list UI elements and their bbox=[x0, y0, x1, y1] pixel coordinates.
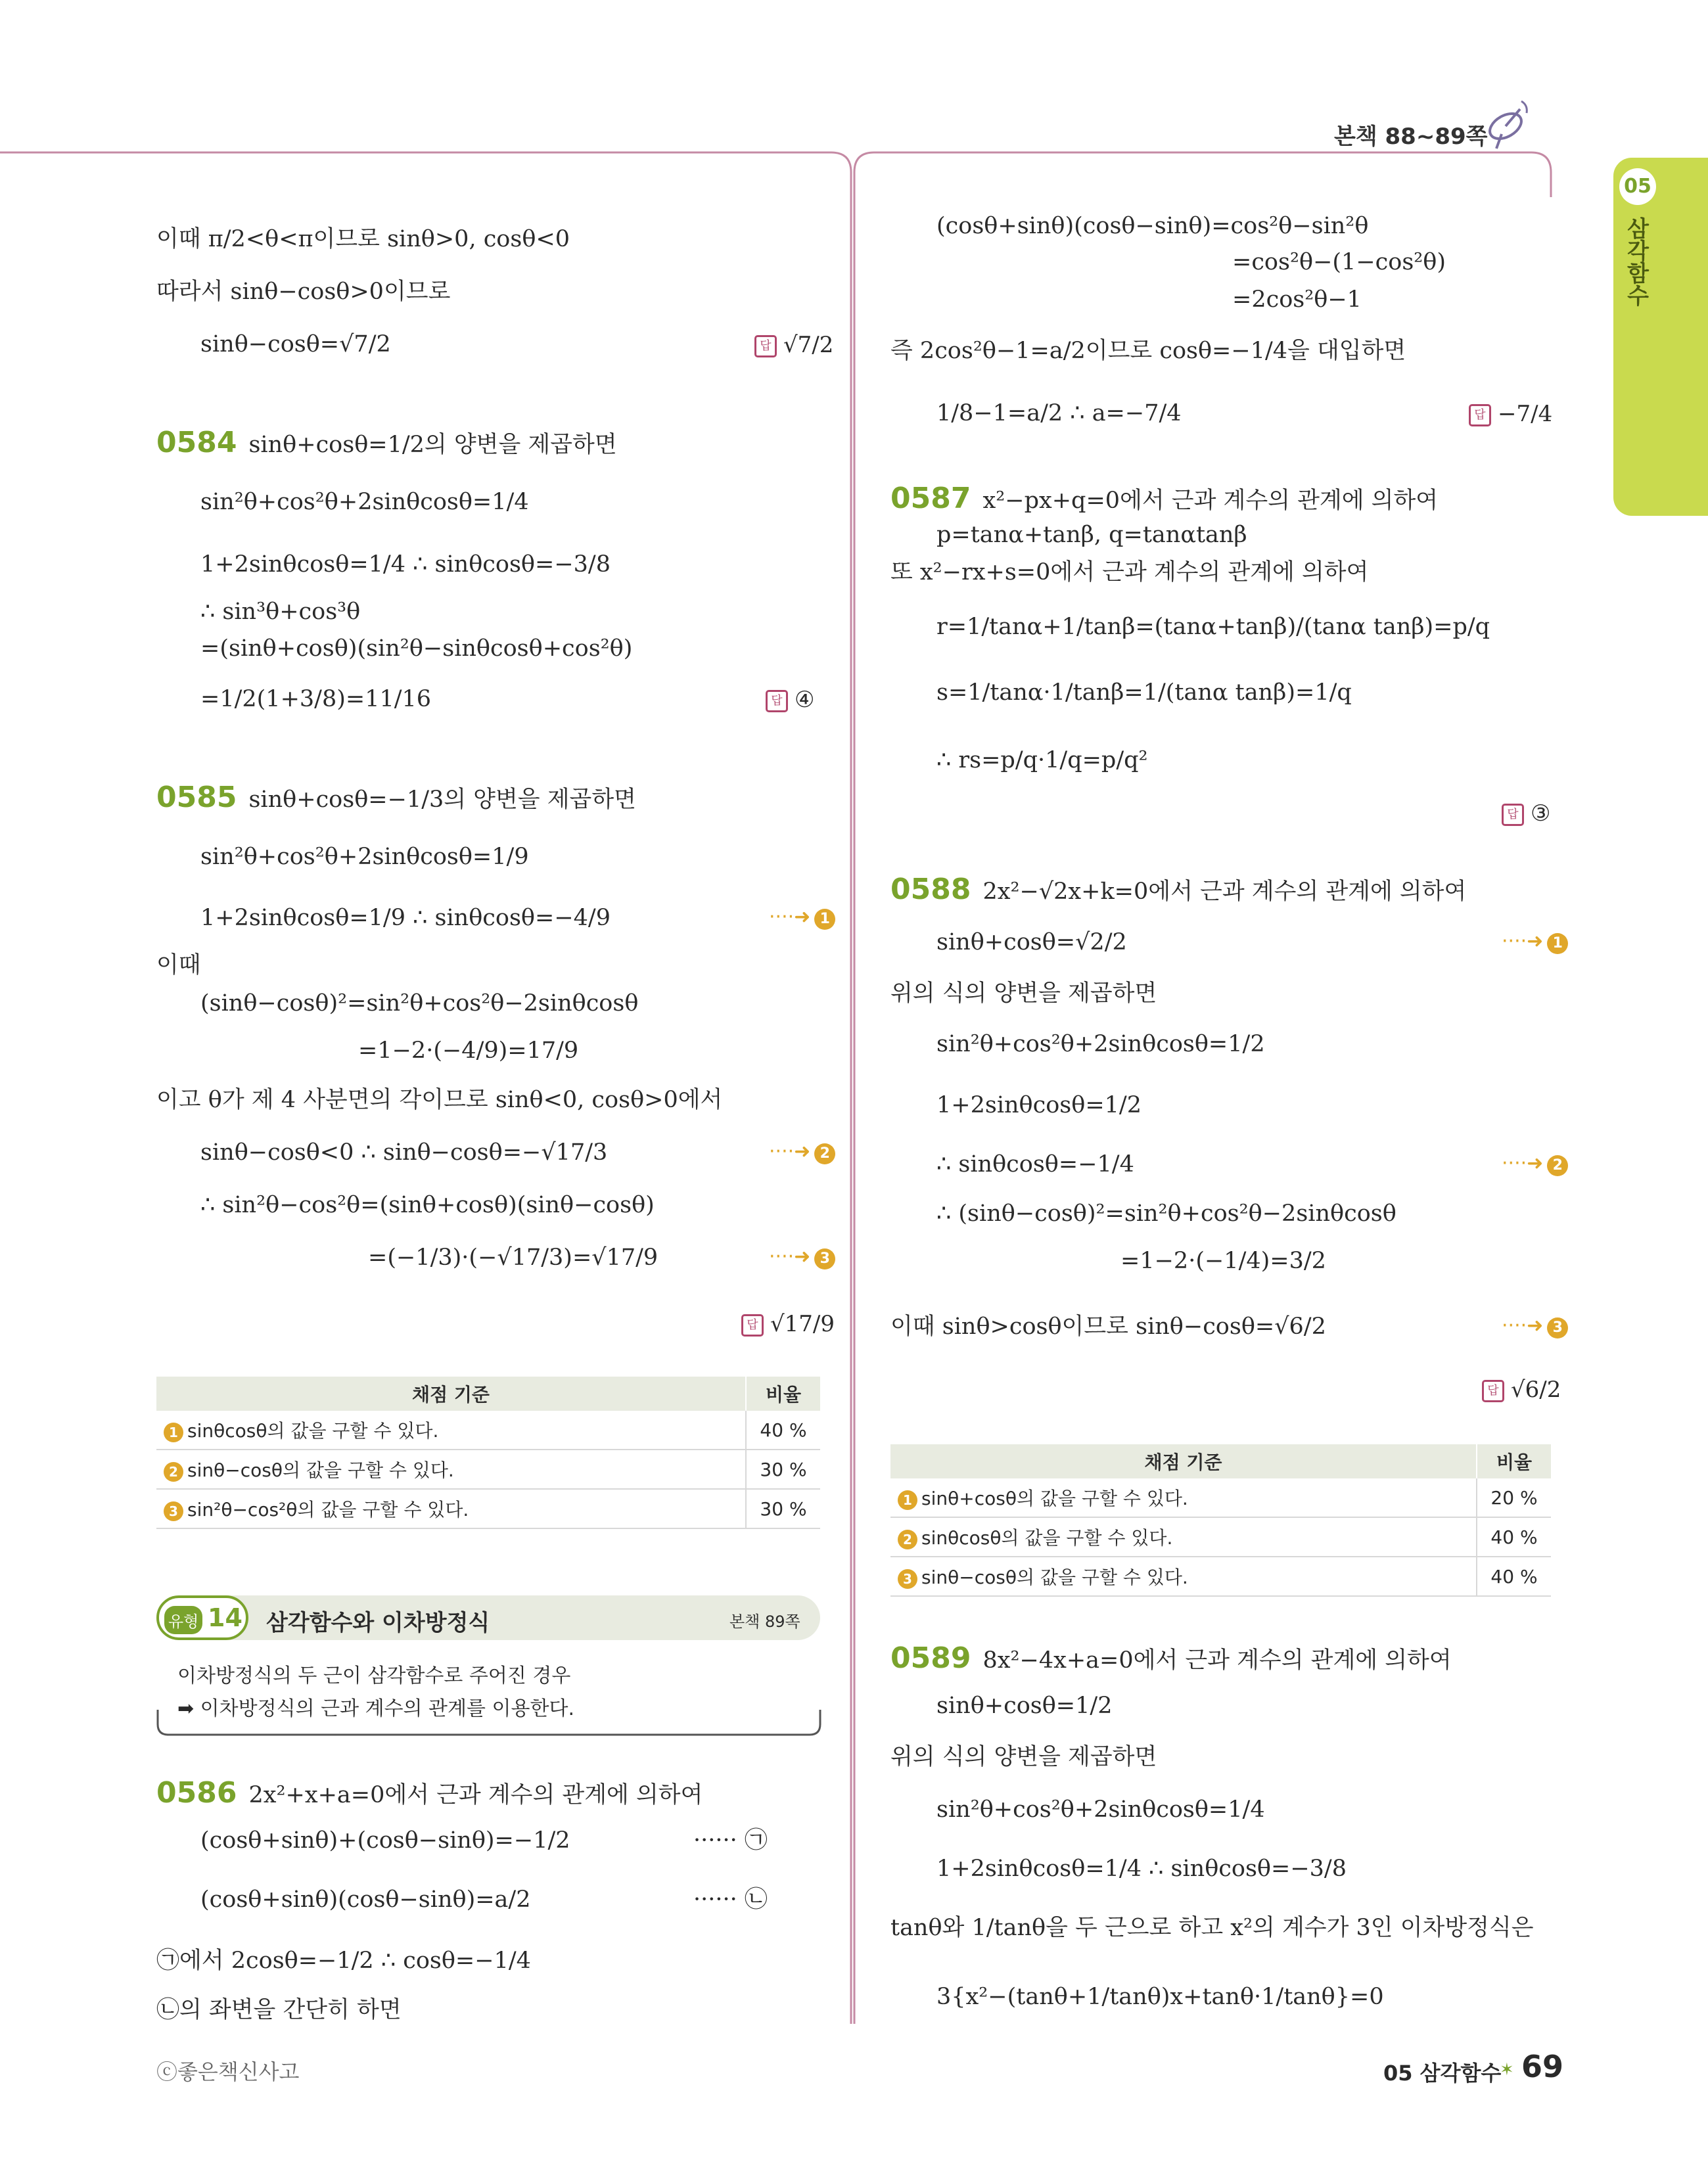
text-line: ㉡의 좌변을 간단히 하면 bbox=[156, 1997, 402, 2023]
problem-0589: 0589 8x²−4x+a=0에서 근과 계수의 관계에 의하여 bbox=[890, 1641, 1452, 1675]
answer: 답 √17/9 bbox=[741, 1311, 835, 1337]
problem-0586: 0586 2x²+x+a=0에서 근과 계수의 관계에 의하여 bbox=[156, 1776, 703, 1810]
text-line: 이때 sinθ>cosθ이므로 sinθ−cosθ=√6/2 bbox=[890, 1314, 1326, 1340]
text-line: 1+2sinθcosθ=1/4 ∴ sinθcosθ=−3/8 bbox=[200, 551, 611, 578]
table-row: 2 sinθcosθ의 값을 구할 수 있다. 40 % bbox=[890, 1517, 1551, 1557]
step-marker-3: ····➜ 3 bbox=[769, 1245, 835, 1269]
text-line: 또 x²−rx+s=0에서 근과 계수의 관계에 의하여 bbox=[890, 559, 1369, 585]
text-line: 1/8−1=a/2 ∴ a=−7/4 bbox=[936, 400, 1182, 426]
table-row: 3 sinθ−cosθ의 값을 구할 수 있다. 40 % bbox=[890, 1557, 1551, 1596]
problem-0587: 0587 x²−px+q=0에서 근과 계수의 관계에 의하여 bbox=[890, 482, 1439, 515]
page-reference: 본책 88~89쪽 bbox=[1334, 124, 1488, 150]
table-row: 2 sinθ−cosθ의 값을 구할 수 있다. 30 % bbox=[156, 1450, 820, 1489]
answer-icon: 답 bbox=[741, 1314, 764, 1337]
text-line: ∴ sinθcosθ=−1/4 bbox=[936, 1151, 1134, 1178]
table-header: 채점 기준 bbox=[890, 1444, 1477, 1478]
chapter-side-tab bbox=[1613, 158, 1708, 516]
text-line: sinθ+cosθ=1/2 bbox=[936, 1693, 1113, 1719]
text-line: =1/2(1+3/8)=11/16 bbox=[200, 686, 432, 712]
table-row: 1 sinθ+cosθ의 값을 구할 수 있다. 20 % bbox=[890, 1478, 1551, 1517]
text-line: 1+2sinθcosθ=1/9 ∴ sinθcosθ=−4/9 bbox=[200, 905, 611, 931]
text-line: p=tanα+tanβ, q=tanαtanβ bbox=[936, 522, 1247, 548]
text-line: 따라서 sinθ−cosθ>0이므로 bbox=[156, 279, 451, 305]
text-line: ∴ sin²θ−cos²θ=(sinθ+cosθ)(sinθ−cosθ) bbox=[200, 1192, 655, 1218]
text-line: ∴ rs=p/q·1/q=p/q² bbox=[936, 747, 1148, 773]
answer: 답 ④ bbox=[766, 687, 814, 713]
text-line: 위의 식의 양변을 제곱하면 bbox=[890, 980, 1157, 1007]
text-line: (cosθ+sinθ)(cosθ−sinθ)=a/2 bbox=[200, 1887, 531, 1913]
text-line: ∴ (sinθ−cosθ)²=sin²θ+cos²θ−2sinθcosθ bbox=[936, 1201, 1396, 1227]
scoring-table-right bbox=[890, 1444, 1551, 1597]
text-line: 즉 2cos²θ−1=a/2이므로 cosθ=−1/4을 대입하면 bbox=[890, 338, 1406, 364]
text-line: 이때 π/2<θ<π이므로 sinθ>0, cosθ<0 bbox=[156, 226, 570, 252]
chapter-side-title: 삼각함수 bbox=[1623, 217, 1649, 306]
text-line: (cosθ+sinθ)(cosθ−sinθ)=cos²θ−sin²θ bbox=[936, 213, 1369, 239]
answer: 답 −7/4 bbox=[1469, 401, 1552, 427]
table-header: 비율 bbox=[746, 1377, 820, 1411]
text-line: 이때 bbox=[156, 952, 201, 978]
step-marker-1: ····➜ 1 bbox=[769, 905, 835, 930]
answer-icon: 답 bbox=[1482, 1380, 1504, 1402]
text-line: (cosθ+sinθ)+(cosθ−sinθ)=−1/2 bbox=[200, 1827, 570, 1854]
text-line: r=1/tanα+1/tanβ=(tanα+tanβ)/(tanα tanβ)=p/q bbox=[936, 614, 1490, 640]
text-line: sin²θ+cos²θ+2sinθcosθ=1/4 bbox=[200, 489, 529, 515]
answer-icon: 답 bbox=[754, 335, 777, 357]
text-line: =1−2·(−4/9)=17/9 bbox=[358, 1038, 579, 1064]
chapter-number-badge: 05 bbox=[1619, 168, 1656, 205]
publisher-credit: ⓒ좋은책신사고 bbox=[156, 2059, 300, 2084]
table-row: 3 sin²θ−cos²θ의 값을 구할 수 있다. 30 % bbox=[156, 1489, 820, 1528]
text-line: sin²θ+cos²θ+2sinθcosθ=1/9 bbox=[200, 844, 529, 870]
text-line: tanθ와 1/tanθ을 두 근으로 하고 x²의 계수가 3인 이차방정식은 bbox=[890, 1915, 1534, 1941]
step-marker-3: ····➜ 3 bbox=[1502, 1314, 1568, 1338]
text-line: ㉠에서 2cosθ=−1/2 ∴ cosθ=−1/4 bbox=[156, 1948, 531, 1974]
text-line: =cos²θ−(1−cos²θ) bbox=[1232, 249, 1446, 275]
step-marker-1: ····➜ 1 bbox=[1502, 930, 1568, 954]
type-desc: 이차방정식의 두 근이 삼각함수로 주어진 경우 bbox=[177, 1664, 571, 1687]
text-line: sin²θ+cos²θ+2sinθcosθ=1/4 bbox=[936, 1796, 1265, 1823]
answer: 답 ③ bbox=[1502, 800, 1550, 827]
text-line: sinθ−cosθ<0 ∴ sinθ−cosθ=−√17/3 bbox=[200, 1139, 608, 1166]
table-row: 1 sinθcosθ의 값을 구할 수 있다. 40 % bbox=[156, 1411, 820, 1450]
answer: 답 √6/2 bbox=[1482, 1377, 1561, 1403]
text-line: 1+2sinθcosθ=1/2 bbox=[936, 1092, 1142, 1118]
text-line: =(−1/3)·(−√17/3)=√17/9 bbox=[368, 1245, 658, 1271]
tag: ······ ㉠ bbox=[693, 1827, 768, 1854]
type-desc: ➡ 이차방정식의 근과 계수의 관계를 이용한다. bbox=[177, 1697, 574, 1720]
type-ref: 본책 89쪽 bbox=[729, 1613, 800, 1631]
step-marker-2: ····➜ 2 bbox=[1502, 1152, 1568, 1176]
problem-0588: 0588 2x²−√2x+k=0에서 근과 계수의 관계에 의하여 bbox=[890, 873, 1467, 906]
type-title: 삼각함수와 이차방정식 bbox=[266, 1610, 490, 1636]
step-marker-2: ····➜ 2 bbox=[769, 1140, 835, 1164]
text-line: sinθ+cosθ=√2/2 bbox=[936, 929, 1127, 955]
footer-chapter: 05 삼각함수 bbox=[1383, 2061, 1502, 2086]
tag: ······ ㉡ bbox=[693, 1887, 768, 1913]
text-line: ∴ sin³θ+cos³θ bbox=[200, 599, 361, 625]
answer-icon: 답 bbox=[1469, 404, 1491, 426]
answer: 답 √7/2 bbox=[754, 332, 833, 358]
problem-0585: 0585 sinθ+cosθ=−1/3의 양변을 제곱하면 bbox=[156, 781, 636, 814]
problem-0584: 0584 sinθ+cosθ=1/2의 양변을 제곱하면 bbox=[156, 426, 617, 459]
text-line: =2cos²θ−1 bbox=[1232, 286, 1362, 313]
table-header: 채점 기준 bbox=[156, 1377, 746, 1411]
text-line: 이고 θ가 제 4 사분면의 각이므로 sinθ<0, cosθ>0에서 bbox=[156, 1087, 723, 1113]
answer-icon: 답 bbox=[766, 690, 788, 712]
type-badge: 유형 14 bbox=[156, 1595, 248, 1640]
text-line: 3{x²−(tanθ+1/tanθ)x+tanθ·1/tanθ}=0 bbox=[936, 1984, 1384, 2010]
text-line: sin²θ+cos²θ+2sinθcosθ=1/2 bbox=[936, 1031, 1265, 1057]
text-line: 1+2sinθcosθ=1/4 ∴ sinθcosθ=−3/8 bbox=[936, 1856, 1347, 1882]
page-number: 69 bbox=[1521, 2049, 1564, 2084]
text-line: 위의 식의 양변을 제곱하면 bbox=[890, 1744, 1157, 1770]
text-line: =1−2·(−1/4)=3/2 bbox=[1120, 1248, 1326, 1274]
footer-star: ✶ bbox=[1500, 2060, 1514, 2080]
scoring-table-left bbox=[156, 1377, 820, 1529]
text-line: =(sinθ+cosθ)(sin²θ−sinθcosθ+cos²θ) bbox=[200, 635, 633, 662]
type-bracket bbox=[156, 1708, 821, 1737]
text-line: (sinθ−cosθ)²=sin²θ+cos²θ−2sinθcosθ bbox=[200, 990, 639, 1017]
answer-icon: 답 bbox=[1502, 804, 1524, 826]
text-line: s=1/tanα·1/tanβ=1/(tanα tanβ)=1/q bbox=[936, 679, 1352, 706]
text-line: sinθ−cosθ=√7/2 bbox=[200, 331, 391, 357]
table-header: 비율 bbox=[1477, 1444, 1551, 1478]
